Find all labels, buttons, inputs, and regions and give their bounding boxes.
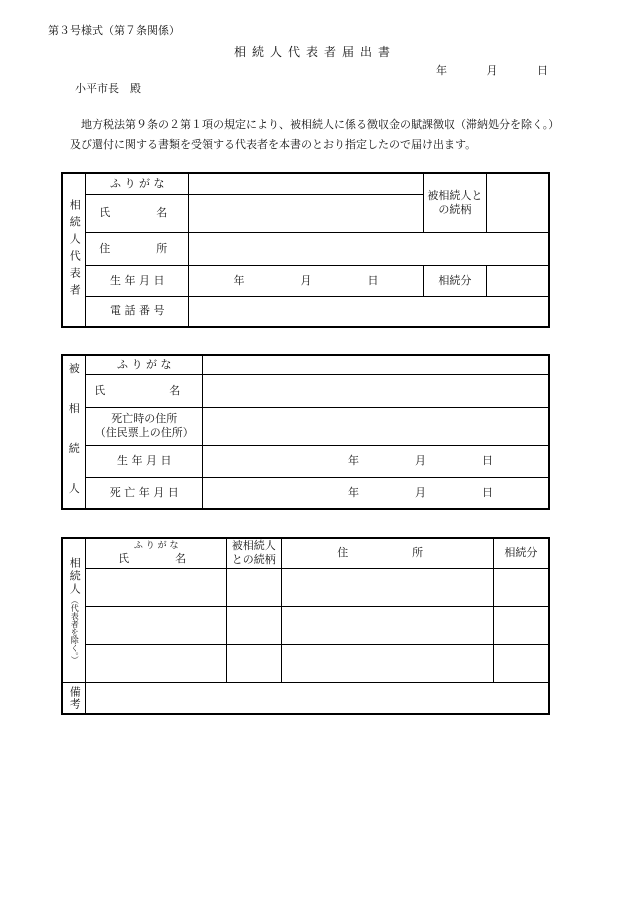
heirs-share-header: 相続分 bbox=[493, 538, 549, 568]
rep-phone-label: 電 話 番 号 bbox=[86, 296, 189, 327]
decedent-table bbox=[61, 354, 550, 510]
heir-row3-address[interactable] bbox=[281, 644, 493, 682]
date-year-label: 年 bbox=[436, 64, 447, 77]
heirs-name-header: ふ り が な 氏 名 bbox=[86, 538, 226, 568]
date-month-label: 月 bbox=[486, 64, 498, 77]
dec-furigana-label: ふ り が な bbox=[86, 355, 203, 374]
rep-relation-label: 被相続人との続柄 bbox=[423, 173, 486, 232]
dec-deathdate-label: 死 亡 年 月 日 bbox=[86, 477, 203, 509]
decedent-side-label: 被 相 続 人 bbox=[62, 355, 86, 509]
rep-name-input[interactable] bbox=[189, 194, 424, 232]
heirs-side-label: 相続人 （代表者を除く。） bbox=[62, 538, 86, 682]
heir-row2-address[interactable] bbox=[281, 606, 493, 644]
heir-row3-share[interactable] bbox=[493, 644, 549, 682]
rep-phone-input[interactable] bbox=[189, 296, 549, 327]
remarks-input[interactable] bbox=[86, 682, 549, 714]
heir-row3-relation[interactable] bbox=[226, 644, 281, 682]
dec-name-label: 氏 名 bbox=[86, 374, 203, 407]
heir-row2-share[interactable] bbox=[493, 606, 549, 644]
rep-address-label: 住 所 bbox=[86, 232, 189, 265]
page-title: 相続人代表者届出書 bbox=[233, 45, 396, 59]
representative-table bbox=[61, 172, 550, 328]
heir-row3-name[interactable] bbox=[86, 644, 226, 682]
rep-address-input[interactable] bbox=[189, 232, 549, 265]
rep-share-label: 相続分 bbox=[423, 265, 486, 296]
rep-share-input[interactable] bbox=[486, 265, 549, 296]
representative-side-label: 相続人代表者 bbox=[62, 173, 86, 327]
dec-address-label: 死亡時の住所 （住民票上の住所） bbox=[86, 407, 203, 445]
heir-row2-relation[interactable] bbox=[226, 606, 281, 644]
heir-row2-name[interactable] bbox=[86, 606, 226, 644]
dec-name-input[interactable] bbox=[203, 374, 549, 407]
addressee: 小平市長 殿 bbox=[75, 82, 141, 95]
heirs-address-header: 住 所 bbox=[281, 538, 493, 568]
dec-deathdate-input[interactable]: 年 月 日 bbox=[203, 477, 549, 509]
rep-furigana-input[interactable] bbox=[189, 173, 424, 194]
dec-birthdate-input[interactable]: 年 月 日 bbox=[203, 445, 549, 477]
heirs-relation-header: 被相続人との続柄 bbox=[226, 538, 281, 568]
form-number: 第３号様式（第７条関係） bbox=[48, 24, 180, 37]
rep-birthdate-input[interactable]: 年 月 日 bbox=[189, 265, 424, 296]
intro-text: 地方税法第９条の２第１項の規定により、被相続人に係る徴収金の賦課徴収（滞納処分を除く。）及び還付に関する書類を受領する代表者を本書のとおり指定したので届け出ます。 bbox=[70, 118, 560, 151]
submission-date bbox=[414, 62, 548, 78]
date-day-label: 日 bbox=[537, 64, 548, 77]
dec-address-input[interactable] bbox=[203, 407, 549, 445]
heir-row1-share[interactable] bbox=[493, 568, 549, 606]
rep-furigana-label: ふ り が な bbox=[86, 173, 189, 194]
heir-row1-address[interactable] bbox=[281, 568, 493, 606]
rep-name-label: 氏 名 bbox=[86, 194, 189, 232]
remarks-label: 備考 bbox=[62, 682, 86, 714]
heir-row1-name[interactable] bbox=[86, 568, 226, 606]
heir-row1-relation[interactable] bbox=[226, 568, 281, 606]
rep-birthdate-label: 生 年 月 日 bbox=[86, 265, 189, 296]
heirs-table bbox=[61, 537, 550, 715]
dec-birthdate-label: 生 年 月 日 bbox=[86, 445, 203, 477]
dec-furigana-input[interactable] bbox=[203, 355, 549, 374]
rep-relation-input[interactable] bbox=[486, 173, 549, 232]
